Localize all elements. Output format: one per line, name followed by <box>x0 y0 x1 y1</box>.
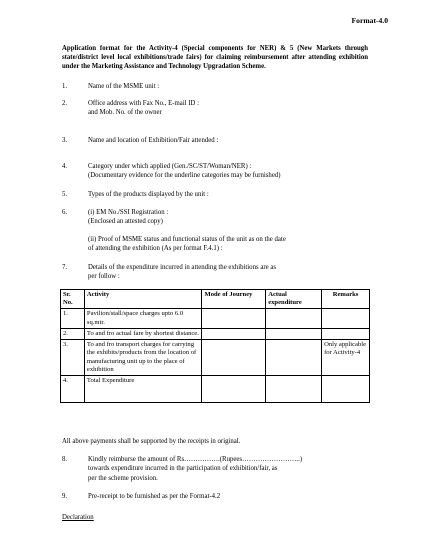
expenditure-table <box>60 289 370 403</box>
item-6-ii <box>62 235 368 254</box>
cell-mode[interactable] <box>202 340 266 376</box>
item-text: Name of the MSME unit : <box>88 83 160 90</box>
item-6 <box>62 208 368 227</box>
item-9 <box>62 492 368 501</box>
item-text: Category under which applied (Gen./SC/ST/Woman/NER) : <box>88 163 252 170</box>
item-number: 8. <box>62 456 68 463</box>
cell-activity: To and fro transport charges for carrying the exhibits/products from the location of manufacturing unit up to the place of exhibition <box>84 340 202 376</box>
item-4 <box>62 162 368 181</box>
item-5 <box>62 190 368 199</box>
item-number: 2. <box>62 100 68 107</box>
cell-remarks <box>322 309 370 328</box>
item-number: 1. <box>62 83 68 90</box>
item-text: Details of the expenditure incurred in attending the exhibitions are as <box>88 264 276 271</box>
item-text: (Enclosed an attested copy) <box>88 218 163 226</box>
cell-actual[interactable] <box>266 340 322 376</box>
item-2 <box>62 99 368 118</box>
header-actual-expenditure: Actual expenditure <box>266 290 322 309</box>
table-row <box>61 309 370 328</box>
item-number: 7. <box>62 264 68 271</box>
table-header-row <box>61 290 370 309</box>
cell-remarks <box>322 376 370 403</box>
cell-mode[interactable] <box>202 328 266 339</box>
cell-sr: 4. <box>61 376 85 403</box>
item-number: 4. <box>62 163 68 170</box>
table-row <box>61 376 370 403</box>
cell-mode[interactable] <box>202 376 266 403</box>
cell-mode[interactable] <box>202 309 266 328</box>
cell-activity: Pavilion/stall/space charges upto 6.0 sq.mtr. <box>84 309 202 328</box>
item-text: per follow : <box>88 273 120 281</box>
item-text: towards expenditure incurred in the participation of exhibition/fair, as <box>88 465 278 473</box>
item-number: 9. <box>62 493 68 500</box>
cell-actual[interactable] <box>266 328 322 339</box>
item-text: Kindly reimburse the amount of Rs…………….(Rupees……………………..) <box>88 456 303 463</box>
item-text: and Mob. No. of the owner <box>88 109 162 117</box>
table-row <box>61 328 370 339</box>
cell-actual[interactable] <box>266 309 322 328</box>
item-3 <box>62 136 368 145</box>
item-number: 5. <box>62 191 68 198</box>
receipts-note: All above payments shall be supported by the receipts in original. <box>62 438 241 445</box>
cell-actual[interactable] <box>266 376 322 403</box>
cell-sr: 2. <box>61 328 85 339</box>
item-text: Pre-receipt to be furnished as per the Format-4.2 <box>88 493 221 500</box>
cell-remarks: Only applicable for Activity-4 <box>322 340 370 376</box>
cell-activity: Total Expenditure <box>84 376 202 403</box>
item-text: per the scheme provision. <box>88 474 158 482</box>
cell-sr: 3. <box>61 340 85 376</box>
item-text: Name and location of Exhibition/Fair attended : <box>88 137 219 144</box>
document-heading: Application format for the Activity-4 (Special components for NER) & 5 (New Markets through state/district level local exhibitions/trade fairs) for claiming reimbursement after attending exhibition under the Marketing Assistance and Technology Upgradation Scheme. <box>62 45 368 71</box>
item-text: (i) EM No./SSI Registration : <box>88 209 169 216</box>
header-remarks: Remarks <box>322 290 370 309</box>
cell-remarks <box>322 328 370 339</box>
cell-activity: To and fro actual fare by shortest distance. <box>84 328 202 339</box>
item-text: (Documentary evidence for the underline categories may be furnished) <box>88 172 281 180</box>
header-sr-no: Sr. No. <box>61 290 85 309</box>
item-8 <box>62 455 368 483</box>
item-7 <box>62 263 368 282</box>
item-1 <box>62 82 368 91</box>
item-number: 3. <box>62 137 68 144</box>
item-text: Types of the products displayed by the unit : <box>88 191 209 198</box>
table-row <box>61 340 370 376</box>
header-mode-of-journey: Mode of Journey <box>202 290 266 309</box>
item-text: Office address with Fax No., E-mail ID : <box>88 100 200 107</box>
declaration-heading: Declaration <box>62 514 94 521</box>
cell-sr: 1. <box>61 309 85 328</box>
item-number: 6. <box>62 209 68 216</box>
item-text: of attending the exhibition (As per format F.4.1) : <box>88 245 223 253</box>
header-activity: Activity <box>84 290 202 309</box>
item-text: (ii) Proof of MSME status and functional status of the unit as on the date <box>88 236 286 243</box>
format-label: Format-4.0 <box>351 16 388 25</box>
